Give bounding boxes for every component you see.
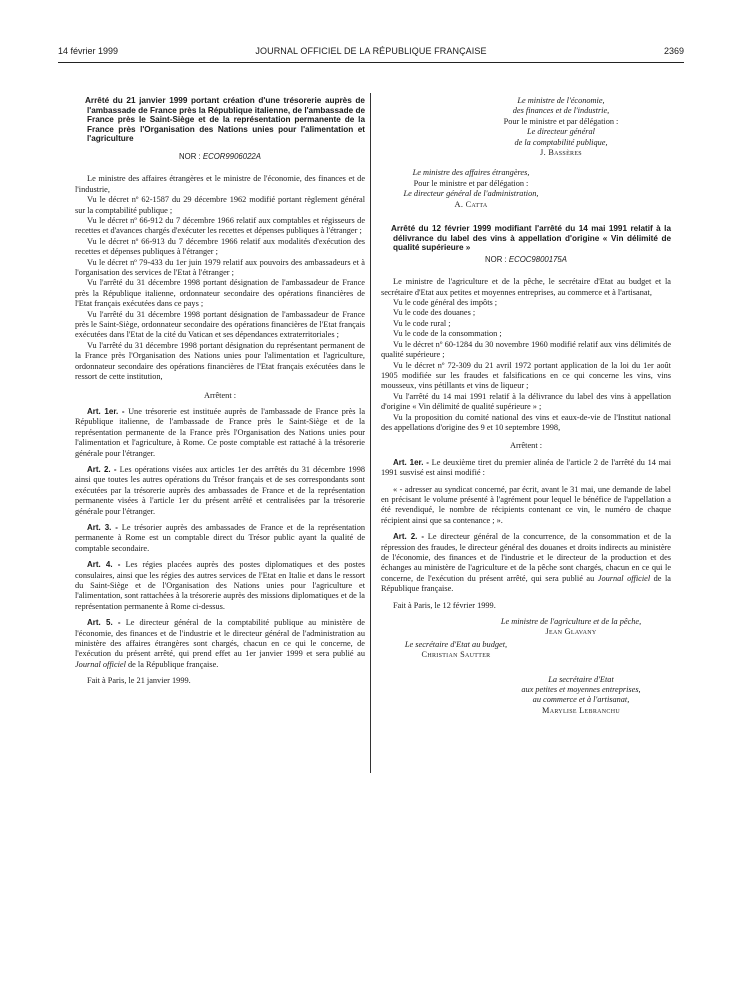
preamble-paragraph: Vu le code rural ; xyxy=(393,318,451,328)
header-rule xyxy=(58,62,684,63)
right-column xyxy=(381,96,671,716)
preamble-paragraph: Vu le décret nº 79-433 du 1er juin 1979 relatif aux pouvoirs des ambassadeurs et à l'organisation des services de l'Etat à l'étranger ; xyxy=(75,257,365,278)
signature-block-agriculture xyxy=(471,617,671,638)
preamble-paragraph: Vu le décret nº 66-913 du 7 décembre 1966 relatif aux modalités d'exécution des recettes et dépenses publiques à l'étranger ; xyxy=(75,236,365,257)
signatory-role: Le secrétaire d'Etat au budget, xyxy=(404,639,508,649)
signatory-role: de la comptabilité publique, xyxy=(514,137,608,147)
signatory-role: au commerce et à l'artisanat, xyxy=(532,695,630,705)
article-text: Le directeur général de la concurrence, de la consommation et de la répression des fraudes, le directeur général des douanes et droits indirects au ministère de l'économie, des finances et de l'industrie et le directeur de la production et des échanges au ministère de l'agriculture et de la pêche sont chargés, chacun en ce qui le concerne, de l'exécution du présent arrêté, qui sera publié au xyxy=(381,532,672,583)
article-label: Art. 1er. - xyxy=(87,406,125,416)
signatory-role: aux petites et moyennes entreprises, xyxy=(521,685,641,695)
done-at: Fait à Paris, le 21 janvier 1999. xyxy=(87,676,191,686)
decree-title: Arrêté du 12 février 1999 modifiant l'arrêté du 14 mai 1991 relatif à la délivrance du label des vins à appellation d'origine « Vin délimité de qualité supérieure » xyxy=(391,224,671,253)
done-at: Fait à Paris, le 12 février 1999. xyxy=(393,600,496,610)
article-text: Le deuxième tiret du premier alinéa de l'article 2 de l'arrêté du 14 mai 1991 susvisé est ainsi modifié : xyxy=(381,457,672,478)
signatory-role: Le ministre de l'agriculture et de la pêche, xyxy=(500,617,642,627)
signatory-role: Le ministre de l'économie, xyxy=(517,96,605,105)
article-label: Art. 4. - xyxy=(87,560,121,570)
signatory-name: Marylise Lebranchu xyxy=(542,705,620,715)
preamble-paragraph: Vu le code de la consommation ; xyxy=(393,329,502,339)
article xyxy=(381,458,671,479)
article-text: de la République française. xyxy=(381,573,671,594)
article-quote: « - adresser au syndicat concerné, par écrit, avant le 31 mai, une demande de label en précisant le volume présenté à l'agrément pour lequel le bénéfice de l'appellation a été revendiqué, le nombre de récipients contenant ce vin, le numéro de chaque récipient ainsi que sa contenance ; ». xyxy=(381,484,671,525)
nor-reference xyxy=(75,152,365,162)
delegation-line: Pour le ministre et par délégation : xyxy=(413,178,529,188)
nor-label: NOR : xyxy=(179,151,201,161)
signature-block-budget xyxy=(381,640,531,661)
header-page-number: 2369 xyxy=(663,46,684,56)
article-label: Art. 2. - xyxy=(87,464,117,474)
decree-title: Arrêté du 21 janvier 1999 portant création d'une trésorerie auprès de l'ambassade de France près la République italienne, de l'ambassade de France près le Saint-Siège et de la représentation permanente de la France près l'Organisation des Nations unies pour l'alimentation et l'agriculture xyxy=(85,96,365,144)
preamble-paragraph: Vu le décret nº 60-1284 du 30 novembre 1960 modifié relatif aux vins délimités de qualité supérieure ; xyxy=(381,339,671,360)
signature-block-finance xyxy=(451,96,671,158)
article xyxy=(75,465,365,517)
signatory-role: Le directeur général de l'administration, xyxy=(403,189,539,199)
signatory-role: Le directeur général xyxy=(527,127,595,137)
header-date: 14 février 1999 xyxy=(58,46,119,56)
signatory-role: Le ministre des affaires étrangères, xyxy=(412,168,530,178)
article xyxy=(75,560,365,612)
signature-block-sme xyxy=(491,675,671,717)
journal-officiel: Journal officiel xyxy=(597,573,651,583)
article-label: Art. 2. - xyxy=(393,532,424,542)
preamble-paragraph: Le ministre des affaires étrangères et le ministre de l'économie, des finances et de l'industrie, xyxy=(75,174,365,194)
signatory-name: A. Catta xyxy=(454,199,488,209)
article xyxy=(75,407,365,459)
preamble-paragraph: Vu le code général des impôts ; xyxy=(393,298,498,308)
preamble-paragraph: Vu le décret nº 66-912 du 7 décembre 1966 relatif aux comptables et régisseurs de recettes et d'avances chargés d'exécuter les recettes et dépenses publiques à l'étranger ; xyxy=(75,216,365,236)
article-text: Le trésorier auprès des ambassades de France et de la représentation permanente à Rome est un comptable direct du Trésor public ayant la qualité de comptable secondaire. xyxy=(75,522,365,553)
column-divider xyxy=(370,93,371,773)
arretent-heading: Arrêtent : xyxy=(203,390,237,400)
signatory-name: Christian Sautter xyxy=(421,650,491,660)
preamble-paragraph: Vu le décret nº 72-309 du 21 avril 1972 portant application de la loi du 1er août 1905 modifiée sur les fraudes et falsifications en ce qui concerne les vins, vins mousseux, vins pétillants et vins de liqueur ; xyxy=(381,360,671,391)
signatory-name: J. Bassères xyxy=(540,148,582,158)
article xyxy=(75,618,365,670)
delegation-line: Pour le ministre et par délégation : xyxy=(503,116,619,126)
journal-officiel: Journal officiel xyxy=(75,659,126,669)
article-text: Les opérations visées aux articles 1er des arrêtés du 31 décembre 1998 ainsi que toutes les autres opérations du Trésor français et de ses correspondants sont exécutées par la trésorerie auprès des ambassades de France et de la représentation permanente visées à l'article 1er du présent arrêté et centralisées par la trésorerie générale pour l'étranger. xyxy=(75,464,366,516)
article xyxy=(381,532,671,594)
article-label: Art. 5. - xyxy=(87,618,121,628)
preamble-paragraph: Vu le code des douanes ; xyxy=(393,308,476,318)
signatory-role: La secrétaire d'Etat xyxy=(548,674,614,684)
signature-block-foreign-affairs xyxy=(381,168,561,210)
nor-reference xyxy=(381,255,671,265)
page-header xyxy=(58,46,684,60)
arretent-heading: Arrêtent : xyxy=(509,441,543,451)
preamble-paragraph: Vu l'arrêté du 14 mai 1991 relatif à la délivrance du label des vins à appellation d'origine « Vin délimité de qualité supérieure » ; xyxy=(381,391,671,412)
preamble-paragraph: Vu l'arrêté du 31 décembre 1998 portant désignation du représentant permanent de la France près l'Organisation des Nations unies pour l'alimentation et l'agriculture, ordonnateur secondaire des opérations financières de l'Etat français exécutées dans le ressort de cette institution, xyxy=(75,340,365,382)
article xyxy=(75,523,365,554)
preamble-paragraph: Vu la proposition du comité national des vins et eaux-de-vie de l'Institut national des appellations d'origine des 9 et 10 septembre 1998, xyxy=(381,412,671,432)
nor-code: ECOC9800175A xyxy=(508,254,567,264)
article-text: Le directeur général de la comptabilité publique au ministère de l'économie, des finances et de l'industrie et le directeur général de l'administration au ministère des affaires étrangères sont chargés, chacun en ce qui le concerne, de l'exécution du présent arrêté, qui prend effet au 1er janvier 1999 et sera publié au xyxy=(75,618,365,659)
signatory-name: Jean Glavany xyxy=(545,627,597,637)
preamble-paragraph: Vu l'arrêté du 31 décembre 1998 portant désignation de l'ambassadeur de France près la République italienne, ordonnateur secondaire des opérations financières de l'Etat français exécutées dans ce pays ; xyxy=(75,278,365,309)
signatory-role: des finances et de l'industrie, xyxy=(512,106,610,116)
article-label: Art. 1er. - xyxy=(393,457,429,467)
article-text: de la République française. xyxy=(128,659,219,669)
left-column xyxy=(75,96,365,687)
nor-code: ECOR9906022A xyxy=(202,151,261,161)
article-text: Les régies placées auprès des postes diplomatiques et des postes consulaires, ainsi que les régies des autres services de l'Etat en Italie et dans le ressort du Saint-Siège et de l'Organisation des Nations unies pour l'agriculture et l'alimentation, sont rattachées à la trésorerie auprès des missions diplomatiques et de la représentation permanente à Rome ci-dessus. xyxy=(75,560,365,611)
header-journal-title: JOURNAL OFFICIEL DE LA RÉPUBLIQUE FRANÇAISE xyxy=(255,46,487,56)
preamble-paragraph: Le ministre de l'agriculture et de la pêche, le secrétaire d'Etat au budget et la secrétaire d'Etat aux petites et moyennes entreprises, au commerce et à l'artisanat, xyxy=(381,277,671,297)
article-label: Art. 3. - xyxy=(87,522,118,532)
nor-label: NOR : xyxy=(485,254,507,264)
preamble-paragraph: Vu le décret nº 62-1587 du 29 décembre 1962 modifié portant règlement général sur la comptabilité publique ; xyxy=(75,195,365,215)
article-text: Une trésorerie est instituée auprès de l'ambassade de France près la République italienne, de l'ambassade de France près le Saint-Siège et de la représentation permanente de la France près l'Organisation des Nations unies pour l'alimentation et l'agriculture, à Rome. Ce poste comptable est rattaché à la trésorerie générale pour l'étranger. xyxy=(75,406,366,458)
preamble-paragraph: Vu l'arrêté du 31 décembre 1998 portant désignation de l'ambassadeur de France près le Saint-Siège, ordonnateur secondaire des opérations financières de l'Etat français exécutées dans l'Etat de la cité du Vatican et ses dépendances extraterritoriales ; xyxy=(75,309,365,340)
